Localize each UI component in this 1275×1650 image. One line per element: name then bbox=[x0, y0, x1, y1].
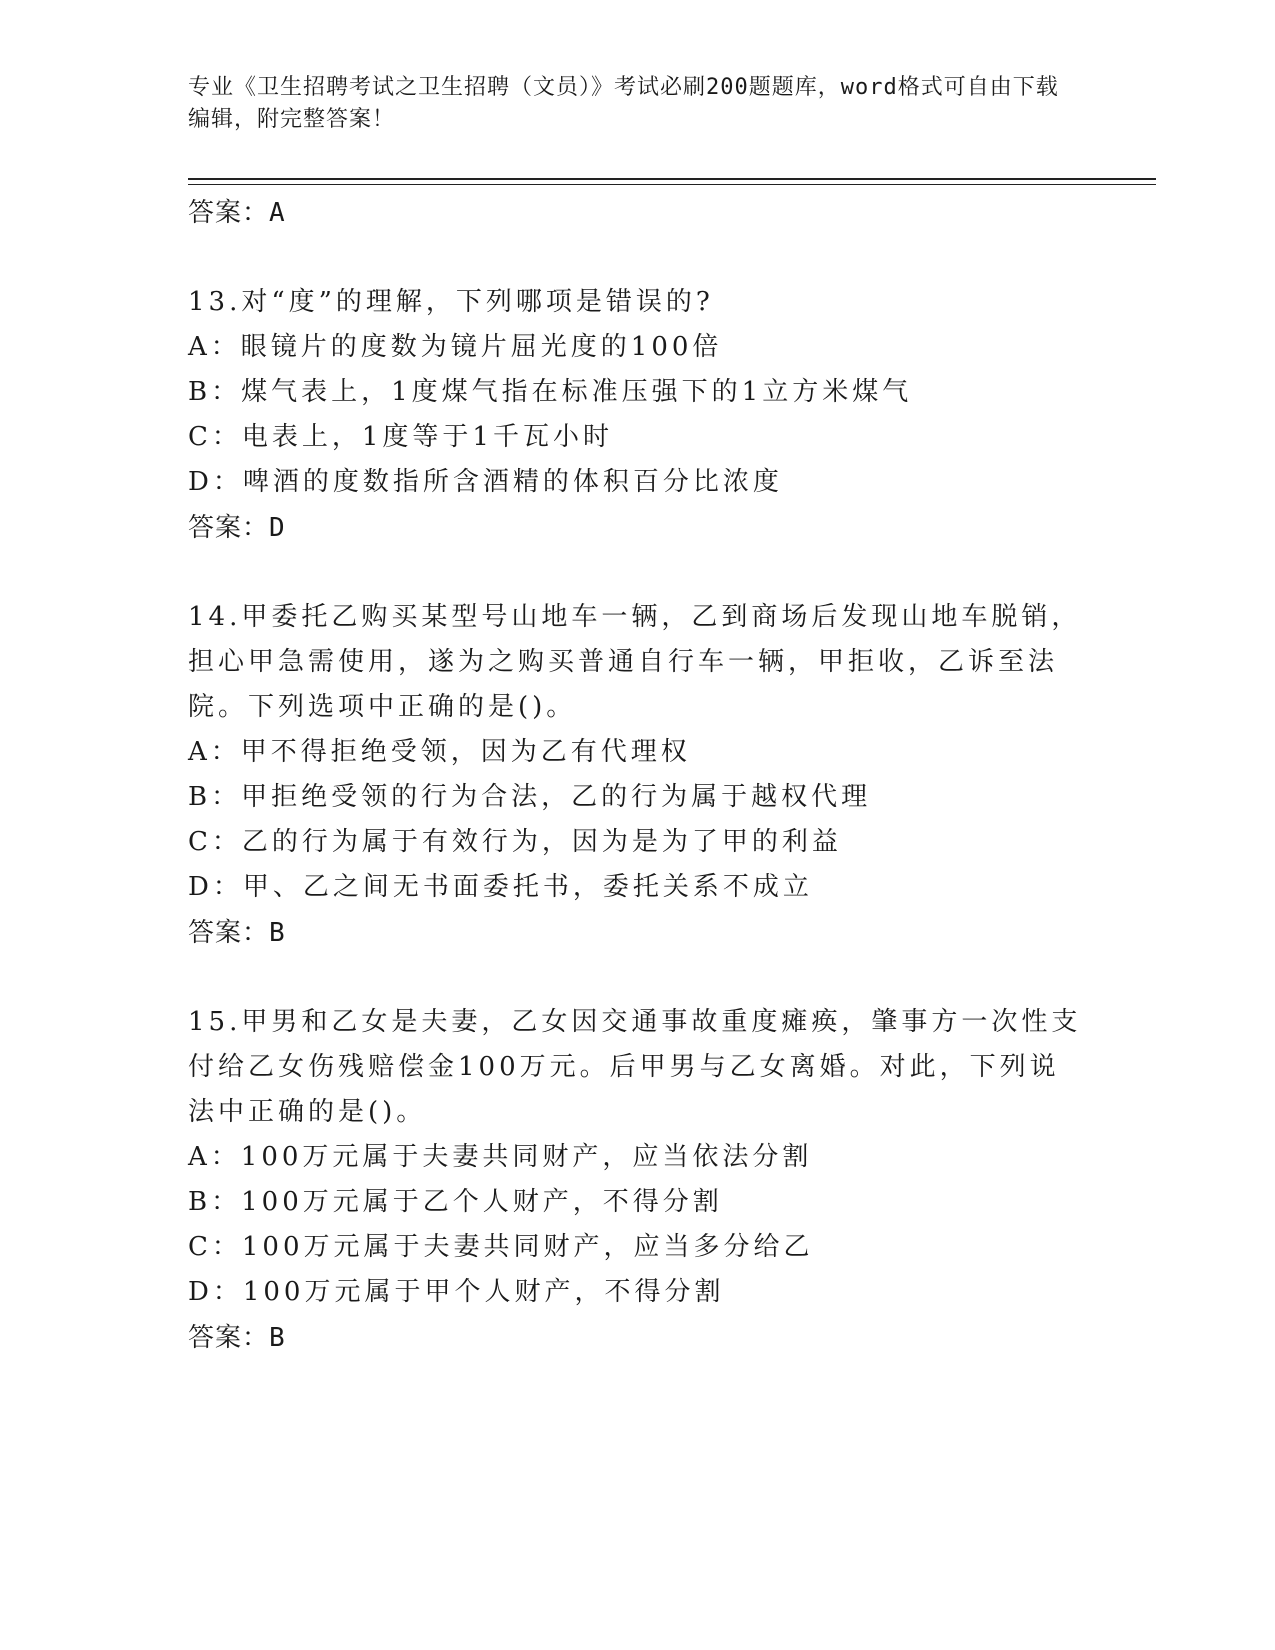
option-c: C：电表上，1度等于1千瓦小时 bbox=[188, 422, 613, 452]
answer-line: 答案：B bbox=[188, 918, 286, 948]
option-a: A：100万元属于夫妻共同财产，应当依法分割 bbox=[188, 1142, 813, 1172]
option-b: B：甲拒绝受领的行为合法，乙的行为属于越权代理 bbox=[188, 782, 872, 812]
option-a: A：甲不得拒绝受领，因为乙有代理权 bbox=[188, 737, 691, 767]
option-b: B：煤气表上，1度煤气指在标准压强下的1立方米煤气 bbox=[188, 377, 913, 407]
question-text: 14.甲委托乙购买某型号山地车一辆，乙到商场后发现山地车脱销，担心甲急需使用，遂为之购买普通自行车一辆，甲拒收，乙诉至法院。下列选项中正确的是()。 bbox=[188, 602, 1082, 722]
option-c: C：乙的行为属于有效行为，因为是为了甲的利益 bbox=[188, 827, 842, 857]
question-list bbox=[188, 190, 1088, 1361]
option-d: D：啤酒的度数指所含酒精的体积百分比浓度 bbox=[188, 467, 783, 497]
previous-answer: 答案：A bbox=[188, 198, 286, 228]
option-d: D：100万元属于甲个人财产，不得分割 bbox=[188, 1277, 725, 1307]
header-divider-thick bbox=[188, 178, 1156, 180]
question-text: 15.甲男和乙女是夫妻，乙女因交通事故重度瘫痪，肇事方一次性支付给乙女伤残赔偿金100万元。后甲男与乙女离婚。对此，下列说法中正确的是()。 bbox=[188, 1007, 1082, 1127]
question-text: 13.对“度”的理解，下列哪项是错误的? bbox=[188, 287, 714, 317]
header-divider-thin bbox=[188, 184, 1156, 185]
question-14 bbox=[188, 595, 1088, 956]
question-15 bbox=[188, 1000, 1088, 1361]
document-header bbox=[188, 72, 1068, 136]
header-text: 专业《卫生招聘考试之卫生招聘（文员）》考试必刷200题题库，word格式可自由下载编辑，附完整答案！ bbox=[188, 75, 1059, 132]
option-b: B：100万元属于乙个人财产，不得分割 bbox=[188, 1187, 723, 1217]
option-d: D：甲、乙之间无书面委托书，委托关系不成立 bbox=[188, 872, 813, 902]
answer-line: 答案：D bbox=[188, 513, 286, 543]
option-c: C：100万元属于夫妻共同财产，应当多分给乙 bbox=[188, 1232, 814, 1262]
question-13 bbox=[188, 280, 1088, 551]
answer-line: 答案：B bbox=[188, 1323, 286, 1353]
option-a: A：眼镜片的度数为镜片屈光度的100倍 bbox=[188, 332, 723, 362]
